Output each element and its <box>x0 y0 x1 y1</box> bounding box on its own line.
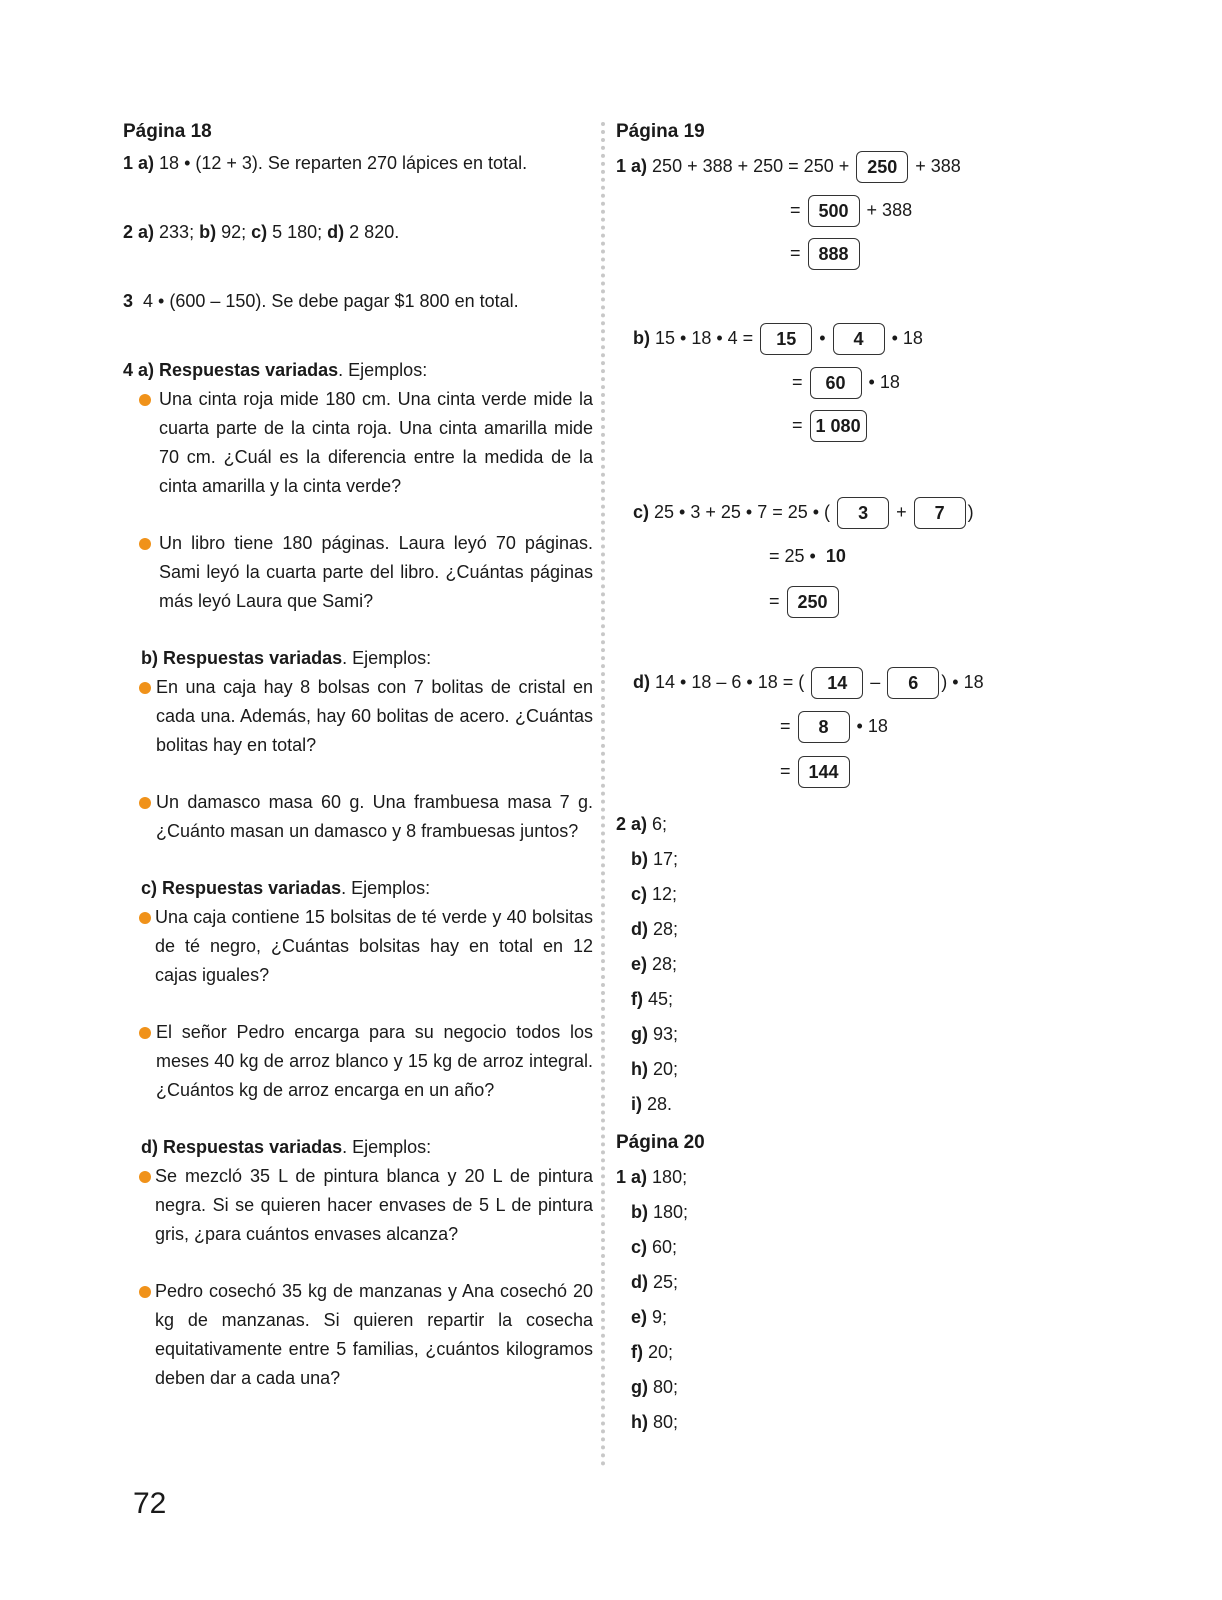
answer-label: d) <box>633 672 650 692</box>
answer-18-4d-heading <box>141 1133 593 1162</box>
answer-value: 28; <box>652 954 678 974</box>
list-item <box>616 1405 916 1440</box>
equation-1b-row-2 <box>792 365 900 399</box>
equation-text: + 388 <box>915 156 961 176</box>
bullet-dot-icon <box>139 1171 151 1183</box>
list-item <box>616 1370 916 1405</box>
answer-label: d) <box>141 1137 158 1157</box>
bullet-dot-icon <box>139 912 151 924</box>
answer-label: b) <box>631 849 648 869</box>
list-item <box>616 1195 916 1230</box>
page-20-title: Página 20 <box>616 1132 705 1153</box>
answer-value: 5 180; <box>267 222 328 242</box>
answer-value: 12; <box>652 884 678 904</box>
list-item <box>616 912 916 947</box>
answer-value: 2 820. <box>344 222 400 242</box>
answer-box: 6 <box>887 667 939 699</box>
equation-text: + 388 <box>866 200 913 220</box>
answer-value: 28; <box>653 919 679 939</box>
column-divider <box>601 122 605 1467</box>
answer-suffix: . Ejemplos: <box>342 648 432 668</box>
page-19-equations <box>616 149 1116 1432</box>
bullet-dot-icon <box>139 394 151 406</box>
list-item <box>616 1160 916 1195</box>
list-item <box>616 1087 916 1122</box>
answer-box: 888 <box>808 238 860 270</box>
bullet-dot-icon <box>139 797 151 809</box>
bullet-dot-icon <box>139 538 151 550</box>
example-bullet <box>123 903 593 990</box>
answer-label: d) <box>631 919 648 939</box>
answer-heading: Respuestas variadas <box>163 648 343 668</box>
equals-sign: = <box>769 591 780 611</box>
answer-value: 60; <box>652 1237 678 1257</box>
answer-value: 80; <box>653 1412 679 1432</box>
equation-text: ) <box>967 502 974 522</box>
example-bullet <box>123 385 593 501</box>
answer-value: 80; <box>653 1377 679 1397</box>
answer-heading: Respuestas variadas <box>159 360 339 380</box>
equation-1c-row-3 <box>769 584 841 618</box>
answer-heading: Respuestas variadas <box>162 878 342 898</box>
equals-sign: = <box>792 415 803 435</box>
answer-box: 144 <box>798 756 850 788</box>
answer-box: 60 <box>810 367 862 399</box>
list-item <box>616 1052 916 1087</box>
answer-value: 20; <box>648 1342 674 1362</box>
answer-label: e) <box>631 954 648 974</box>
example-text: En una caja hay 8 bolsas con 7 bolitas de cristal en cada una. Además, hay 60 bolitas de acero. ¿Cuántas bolitas hay en total? <box>156 677 593 755</box>
answer-label: b) <box>199 222 217 242</box>
page-number: 72 <box>133 1487 167 1520</box>
answer-box: 15 <box>760 323 812 355</box>
answer-label: c) <box>141 878 158 898</box>
answer-suffix: . Ejemplos: <box>342 1137 432 1157</box>
answer-18-4a-heading <box>123 356 593 385</box>
equation-1d-row-3 <box>780 754 852 788</box>
answer-suffix: . Ejemplos: <box>341 878 431 898</box>
equation-1d-row-1 <box>633 665 984 699</box>
answer-label: f) <box>631 1342 643 1362</box>
example-bullet <box>123 673 593 760</box>
answer-suffix: . Ejemplos: <box>338 360 428 380</box>
list-item <box>616 982 916 1017</box>
answer-label: c) <box>633 502 650 522</box>
equation-text: 14 • 18 – 6 • 18 = ( <box>655 672 805 692</box>
answer-box: 14 <box>811 667 863 699</box>
answer-box: 4 <box>833 323 885 355</box>
equation-1b-row-3 <box>792 408 869 442</box>
answer-label: d) <box>631 1272 648 1292</box>
answer-label: c) <box>251 222 268 242</box>
list-item <box>616 1265 916 1300</box>
bullet-dot-icon <box>139 1286 151 1298</box>
list-item <box>616 1230 916 1265</box>
example-text: Una caja contiene 15 bolsitas de té verde y 40 bolsitas de té negro, ¿Cuántas bolsitas hay en total en 12 cajas iguales? <box>155 907 593 985</box>
equation-text: ) • 18 <box>941 672 984 692</box>
equation-text: 25 • 3 + 25 • 7 = 25 • ( <box>654 502 831 522</box>
answer-value: 28. <box>647 1094 673 1114</box>
equation-1d-row-2 <box>780 709 888 743</box>
answer-box: 3 <box>837 497 889 529</box>
example-text: Una cinta roja mide 180 cm. Una cinta verde mide la cuarta parte de la cinta roja. Una cinta amarilla mide 70 cm. ¿Cuál es la diferencia entre la medida de la cinta amarilla y la cinta verde? <box>159 389 593 496</box>
equation-1b-row-1 <box>633 321 923 355</box>
answer-value: 6; <box>652 814 668 834</box>
answer-label: 3 <box>123 291 134 311</box>
list-item <box>616 1335 916 1370</box>
answer-label: i) <box>631 1094 642 1114</box>
equation-1a-row-1 <box>616 149 961 183</box>
equation-text: = 25 • <box>769 546 816 566</box>
answer-box: 7 <box>914 497 966 529</box>
equals-sign: = <box>792 372 803 392</box>
equals-sign: = <box>790 243 801 263</box>
answer-value: 45; <box>648 989 674 1009</box>
answer-box: 1 080 <box>810 410 867 442</box>
answer-box: 8 <box>798 711 850 743</box>
answer-value: 93; <box>653 1024 679 1044</box>
example-bullet <box>123 529 593 616</box>
answer-box: 500 <box>808 195 860 227</box>
equation-text: • 18 <box>868 372 900 392</box>
list-item <box>616 947 916 982</box>
equation-text: • 18 <box>856 716 888 736</box>
answer-label: b) <box>633 328 650 348</box>
answer-label: 2 a) <box>123 222 155 242</box>
answer-label: 2 a) <box>616 814 648 834</box>
bullet-dot-icon <box>139 682 151 694</box>
equation-1c-row-1 <box>633 495 974 529</box>
answer-box: 250 <box>856 151 908 183</box>
answer-19-2-list <box>616 807 916 1440</box>
answer-label: d) <box>327 222 345 242</box>
example-text: Un damasco masa 60 g. Una frambuesa masa 7 g. ¿Cuánto masan un damasco y 8 frambuesas juntos? <box>156 792 593 841</box>
example-text: Un libro tiene 180 páginas. Laura leyó 70 páginas. Sami leyó la cuarta parte del libro. ¿Cuántas páginas más leyó Laura que Sami? <box>159 533 593 611</box>
list-item <box>616 842 916 877</box>
bullet-dot-icon <box>139 1027 151 1039</box>
page-18-title: Página 18 <box>123 121 212 142</box>
answer-18-4c-heading <box>141 874 593 903</box>
answer-text: 18 • (12 + 3). Se reparten 270 lápices en total. <box>159 153 528 173</box>
equation-text: 15 • 18 • 4 = <box>655 328 754 348</box>
answer-label: b) <box>141 648 158 668</box>
equation-1a-row-3 <box>790 236 862 270</box>
list-item <box>616 1300 916 1335</box>
list-item <box>616 1017 916 1052</box>
answer-label: h) <box>631 1412 648 1432</box>
answer-value: 180; <box>653 1202 689 1222</box>
example-bullet <box>123 1162 593 1249</box>
answer-label: 1 a) <box>123 153 155 173</box>
answer-label: f) <box>631 989 643 1009</box>
answer-label: c) <box>631 884 648 904</box>
equals-sign: = <box>780 716 791 736</box>
equation-value: 10 <box>825 546 846 566</box>
answer-label: h) <box>631 1059 648 1079</box>
answer-value: 9; <box>652 1307 668 1327</box>
equation-text: 250 + 388 + 250 = 250 + <box>652 156 850 176</box>
page-19-title: Página 19 <box>616 121 705 142</box>
list-item <box>616 877 916 912</box>
example-bullet <box>123 1018 593 1105</box>
answer-value: 25; <box>653 1272 679 1292</box>
list-item <box>616 807 916 842</box>
example-bullet <box>123 1277 593 1393</box>
right-column <box>616 115 1116 1432</box>
answer-18-2 <box>123 218 593 247</box>
equation-1c-row-2 <box>769 539 846 573</box>
answer-value: 180; <box>652 1167 688 1187</box>
equals-sign: = <box>780 761 791 781</box>
answer-label: 4 a) <box>123 360 155 380</box>
answer-value: 92; <box>216 222 252 242</box>
answer-heading: Respuestas variadas <box>163 1137 343 1157</box>
answer-value: 20; <box>653 1059 679 1079</box>
answer-label: b) <box>631 1202 648 1222</box>
operator: • <box>819 328 826 348</box>
answer-label: c) <box>631 1237 648 1257</box>
example-bullet <box>123 788 593 846</box>
answer-text: 4 • (600 – 150). Se debe pagar $1 800 en total. <box>143 291 519 311</box>
operator: – <box>870 672 881 692</box>
equation-1a-row-2 <box>790 193 912 227</box>
answer-18-4b-heading <box>141 644 593 673</box>
answer-label: g) <box>631 1377 648 1397</box>
answer-label: 1 a) <box>616 156 648 176</box>
answer-value: 233; <box>154 222 200 242</box>
answer-box: 250 <box>787 586 839 618</box>
answer-18-3 <box>123 287 593 316</box>
answer-value: 17; <box>653 849 679 869</box>
equals-sign: = <box>790 200 801 220</box>
answer-18-1 <box>123 149 593 178</box>
operator: + <box>896 502 907 522</box>
equation-text: • 18 <box>891 328 923 348</box>
answer-label: 1 a) <box>616 1167 648 1187</box>
answer-label: g) <box>631 1024 648 1044</box>
left-column <box>123 115 593 1393</box>
example-text: El señor Pedro encarga para su negocio todos los meses 40 kg de arroz blanco y 15 kg de arroz integral. ¿Cuántos kg de arroz encarga en un año? <box>156 1022 593 1100</box>
answer-label: e) <box>631 1307 648 1327</box>
example-text: Se mezcló 35 L de pintura blanca y 20 L de pintura negra. Si se quieren hacer envases de 5 L de pintura gris, ¿para cuántos envases alcanza? <box>155 1166 593 1244</box>
example-text: Pedro cosechó 35 kg de manzanas y Ana cosechó 20 kg de manzanas. Si quieren repartir la cosecha equitativamente entre 5 familias, ¿cuántos kilogramos deben dar a cada una? <box>155 1281 593 1388</box>
